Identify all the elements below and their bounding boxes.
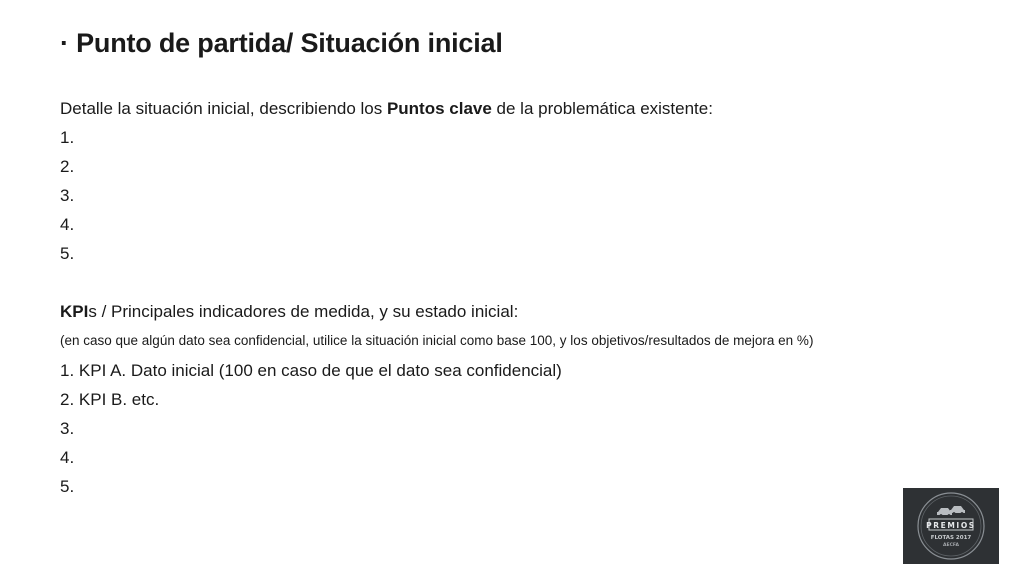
premios-flotas-badge [903,488,999,564]
point-item: 1. [60,128,75,147]
point-item: 4. [60,215,75,234]
badge-word: PREMIOS [926,521,976,530]
kpi-heading-rest: s / Principales indicadores de medida, y su estado inicial: [88,302,519,321]
badge-subtitle: FLOTAS 2017 [930,535,972,541]
kpi-heading [60,297,960,326]
intro-text [60,94,960,123]
badge-emblem-icon [903,488,999,564]
intro-text-post: de la problemática existente: [491,99,713,118]
kpi-item: 5. [60,477,75,496]
intro-text-bold: Puntos clave [386,99,492,118]
spacer [60,268,960,297]
kpi-note: (en caso que algún dato sea confidencial, utilice la situación inicial como base 100, y los objetivos/resultados de mejora en %) [60,333,814,348]
kpi-heading-bold: KPI [60,302,89,321]
point-item: 3. [60,186,75,205]
kpi-item: 3. [60,419,75,438]
slide-title: · Punto de partida/ Situación inicial [60,28,503,58]
badge-org: AECFA [943,543,959,548]
car-icon [937,506,965,517]
kpi-item: 1. KPI A. Dato inicial (100 en caso de que el dato sea confidencial) [60,361,562,380]
kpi-item: 2. KPI B. etc. [60,390,160,409]
intro-text-pre: Detalle la situación inicial, describiendo los [60,99,387,118]
point-item: 5. [60,244,75,263]
point-item: 2. [60,157,75,176]
slide-body [60,94,960,501]
kpi-item: 4. [60,448,75,467]
